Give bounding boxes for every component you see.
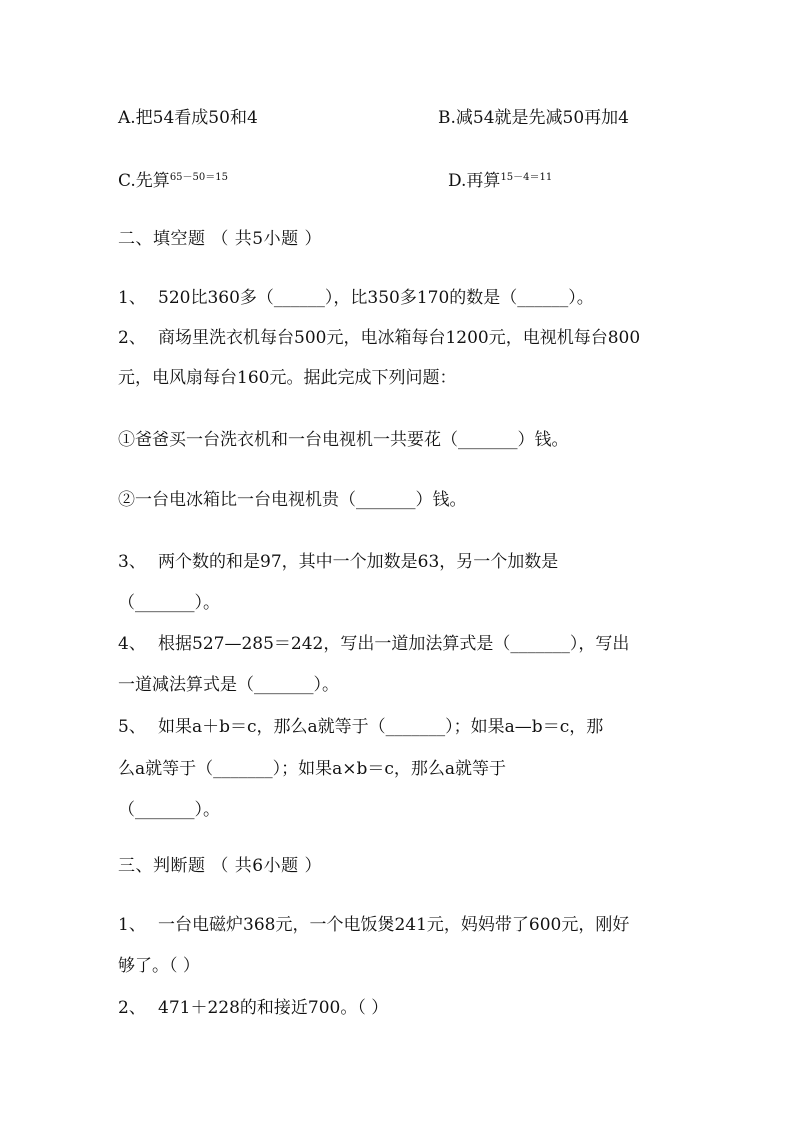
fill-question-5-line-3: （_______）。 [118, 800, 220, 820]
question-text: 一台电磁炉368元，一个电饭煲241元，妈妈带了600元，刚好 [158, 915, 630, 935]
option-d-text: D.再算 [448, 171, 501, 191]
question-number: 2、 [118, 328, 146, 348]
fill-question-5-line-2: 么a就等于（_______）；如果a×b＝c，那么a就等于 [118, 759, 507, 779]
fill-question-2-line-2: 元，电风扇每台160元。据此完成下列问题： [118, 368, 457, 388]
fill-question-1 [118, 286, 594, 310]
fill-question-2-sub-2: ②一台电冰箱比一台电视机贵（_______）钱。 [118, 490, 467, 510]
fill-question-3-line-2: （_______）。 [118, 593, 220, 613]
question-text: 471＋228的和接近700。（ ） [158, 998, 389, 1018]
question-number: 5、 [118, 717, 146, 737]
option-c [118, 171, 228, 191]
question-number: 2、 [118, 998, 146, 1018]
option-a: A.把54看成50和4 [118, 108, 258, 128]
question-text: 如果a＋b＝c，那么a就等于（_______）；如果a—b＝c，那 [158, 717, 604, 737]
option-c-formula: 65－50＝15 [169, 172, 228, 183]
section-2-heading: 二、填空题 （ 共5小题 ） [118, 229, 323, 249]
judge-question-1 [118, 913, 629, 937]
judge-question-2 [118, 996, 388, 1020]
question-text: 520比360多（______），比350多170的数是（______）。 [158, 288, 594, 308]
fill-question-2 [118, 326, 640, 350]
option-b: B.减54就是先减50再加4 [438, 108, 629, 128]
option-d-formula: 15－4＝11 [500, 172, 553, 183]
question-number: 3、 [118, 552, 146, 572]
fill-question-3 [118, 550, 558, 574]
question-number: 1、 [118, 915, 146, 935]
option-c-text: C.先算 [118, 171, 170, 191]
fill-question-4 [118, 632, 629, 656]
section-3-heading: 三、判断题 （ 共6小题 ） [118, 856, 323, 876]
option-d [448, 166, 552, 193]
options-row-ab [118, 106, 629, 130]
options-row-cd [118, 166, 553, 191]
fill-question-4-line-2: 一道减法算式是（_______）。 [118, 675, 339, 695]
question-text: 两个数的和是97，其中一个加数是63，另一个加数是 [158, 552, 559, 572]
judge-question-1-line-2: 够了。（ ） [118, 956, 200, 976]
question-number: 4、 [118, 634, 146, 654]
question-text: 根据527—285＝242，写出一道加法算式是（_______），写出 [158, 634, 630, 654]
fill-question-5 [118, 715, 603, 739]
question-text: 商场里洗衣机每台500元，电冰箱每台1200元，电视机每台800 [158, 328, 641, 348]
fill-question-2-sub-1: ①爸爸买一台洗衣机和一台电视机一共要花（_______）钱。 [118, 430, 569, 450]
question-number: 1、 [118, 288, 146, 308]
